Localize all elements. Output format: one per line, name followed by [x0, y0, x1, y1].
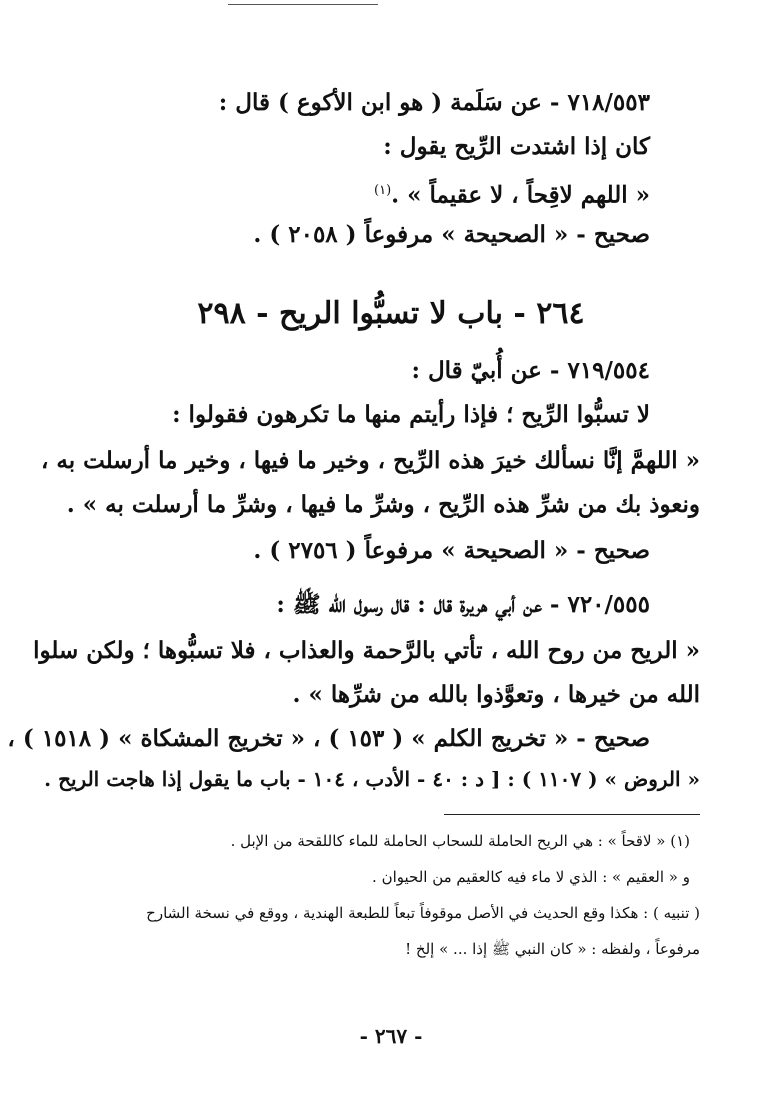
footnote-marker-1: (١) — [374, 183, 392, 198]
hadith-720-line-2: « الريح من روح الله ، تأتي بالرَّحمة والعذاب ، فلا تسبُّوها ؛ ولكن سلوا — [33, 637, 700, 664]
hadith-718-grade: صحيح - « الصحيحة » مرفوعاً ( ٢٠٥٨ ) . — [253, 221, 650, 248]
hadith-720-grade-1: صحيح - « تخريج الكلم » ( ١٥٣ ) ، « تخريج المشكاة » ( ١٥١٨ ) ، — [7, 725, 650, 752]
hadith-720-number: ٧٢٠/٥٥٥ — [567, 591, 650, 618]
hadith-719-header — [82, 356, 650, 386]
hadith-720-intro: - عن أبي هريرة قال : قال رسول الله ﷺ : — [276, 591, 560, 618]
hadith-718-header — [82, 88, 650, 118]
hadith-718-intro: - عن سَلَمة ( هو ابن الأكوع ) قال : — [218, 89, 560, 116]
footnote-rule — [444, 814, 700, 815]
hadith-719-line-2: لا تسبُّوا الرِّيح ؛ فإذا رأيتم منها ما تكرهون فقولوا : — [172, 401, 650, 428]
hadith-720-header — [82, 590, 650, 620]
hadith-719-intro: - عن أُبيّ قال : — [411, 357, 560, 384]
footnote-1: (١) « لاقحاً » : هي الريح الحاملة للسحاب الحاملة للماء كاللقحة من الإبل . — [230, 832, 690, 850]
page-number: - ٢٦٧ - — [359, 1024, 423, 1048]
chapter-title: ٢٦٤ - باب لا تسبُّوا الريح - ٢٩٨ — [197, 296, 585, 331]
footnote-2: و « العقيم » : الذي لا ماء فيه كالعقيم من الحيوان . — [372, 868, 690, 886]
hadith-718-number: ٧١٨/٥٥٣ — [567, 89, 650, 116]
hadith-720-grade-2: « الروض » ( ١١٠٧ ) : [ د : ٤٠ - الأدب ، ١٠٤ - باب ما يقول إذا هاجت الريح . — [44, 767, 700, 791]
hadith-719-line-3: « اللهمَّ إنَّا نسألك خيرَ هذه الرِّيح ، وخير ما فيها ، وخير ما أرسلت به ، — [40, 447, 700, 474]
hadith-719-line-4: ونعوذ بك من شرِّ هذه الرِّيح ، وشرِّ ما فيها ، وشرِّ ما أرسلت به » . — [66, 491, 700, 518]
footnote-4: مرفوعاً ، ولفظه : « كان النبي ﷺ إذا ... » إلخ ! — [405, 940, 700, 958]
hadith-718-line-2: كان إذا اشتدت الرِّيح يقول : — [383, 133, 650, 160]
hadith-718-line-3 — [82, 176, 650, 211]
footnote-3: ( تنبيه ) : هكذا وقع الحديث في الأصل موقوفاً تبعاً للطبعة الهندية ، ووقع في نسخة الشارح — [146, 904, 700, 922]
hadith-718-text: « اللهم لاقِحاً ، لا عقيماً » . — [391, 181, 650, 209]
hadith-719-number: ٧١٩/٥٥٤ — [567, 357, 650, 384]
hadith-719-grade: صحيح - « الصحيحة » مرفوعاً ( ٢٧٥٦ ) . — [253, 537, 650, 564]
hadith-720-line-3: الله من خيرها ، وتعوَّذوا بالله من شرِّها » . — [292, 681, 700, 708]
